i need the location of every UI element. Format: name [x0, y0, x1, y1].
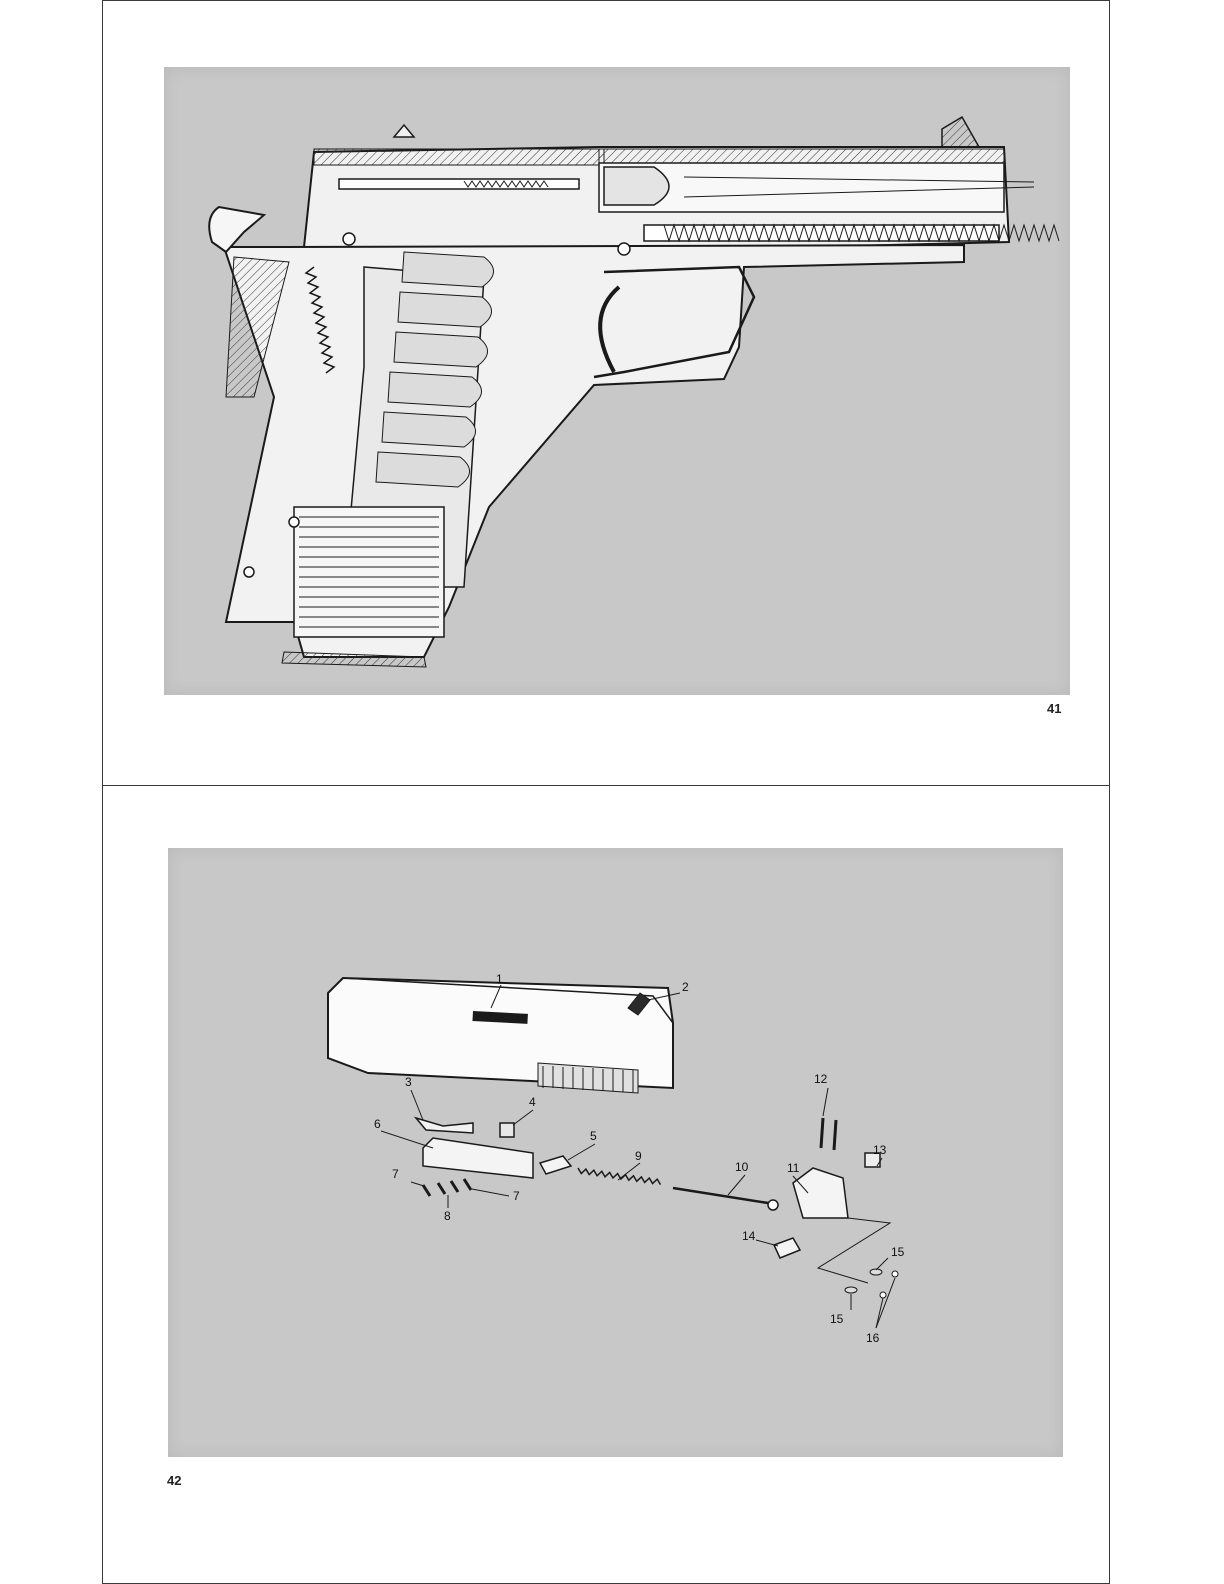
part-spring [577, 1168, 661, 1185]
callout-14: 14 [742, 1229, 756, 1243]
part-pin-12a [821, 1118, 823, 1148]
callout-1: 1 [496, 972, 503, 986]
exploded-drawing [168, 848, 1063, 1457]
callout-4: 4 [529, 1095, 536, 1109]
part-16b [880, 1292, 886, 1298]
chambered-cartridge [604, 167, 669, 205]
cutaway-pistol-illustration [164, 67, 1070, 695]
page-number: 41 [1047, 701, 1062, 716]
part-15b [845, 1287, 857, 1293]
cutaway-drawing [164, 67, 1070, 695]
callout-2: 2 [682, 980, 689, 994]
magazine-spring [294, 507, 444, 637]
page-41 [102, 0, 1110, 786]
callout-5: 5 [590, 1129, 597, 1143]
slide-section [304, 117, 1059, 252]
part-pin-8a [438, 1183, 445, 1194]
hammer [209, 207, 264, 252]
callout-10: 10 [735, 1160, 749, 1174]
part-pin-7a [423, 1185, 430, 1196]
part-pin-7b [464, 1179, 471, 1190]
page-number: 42 [167, 1473, 182, 1488]
rear-sight [394, 125, 414, 137]
callout-7a: 7 [392, 1167, 399, 1181]
part-16a [892, 1271, 898, 1277]
part-4 [500, 1123, 514, 1137]
callout-3: 3 [405, 1075, 412, 1089]
page-42 [102, 785, 1110, 1584]
frame-section [209, 207, 964, 667]
part-pin-12b [834, 1120, 836, 1150]
part-slide [328, 978, 673, 1093]
part-breech-block [423, 1138, 533, 1178]
callout-13: 13 [873, 1143, 887, 1157]
callout-16: 16 [866, 1331, 880, 1345]
part-firing-pin [673, 1188, 768, 1203]
part-14 [774, 1238, 800, 1258]
callout-12: 12 [814, 1072, 828, 1086]
front-sight [942, 117, 979, 147]
exploded-slide-illustration [168, 848, 1063, 1457]
part-extractor [416, 1118, 473, 1133]
firing-pin [339, 179, 579, 189]
callout-7b: 7 [513, 1189, 520, 1203]
callout-6: 6 [374, 1117, 381, 1131]
callout-8: 8 [444, 1209, 451, 1223]
callout-9: 9 [635, 1149, 642, 1163]
callout-15a: 15 [891, 1245, 905, 1259]
part-pin-8b [451, 1181, 458, 1192]
callout-15b: 15 [830, 1312, 844, 1326]
part-5 [540, 1156, 571, 1174]
callout-11: 11 [787, 1161, 800, 1175]
part-11 [793, 1168, 848, 1218]
